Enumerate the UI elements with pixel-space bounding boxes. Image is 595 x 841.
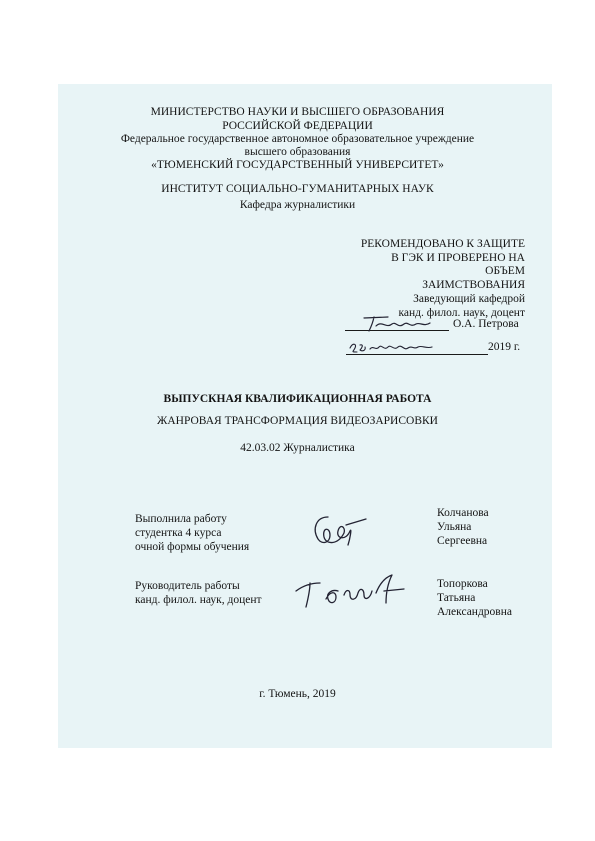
supervisor-signature bbox=[292, 569, 410, 615]
work-type: ВЫПУСКНАЯ КВАЛИФИКАЦИОННАЯ РАБОТА bbox=[163, 393, 432, 405]
ministry-line-2: РОССИЙСКОЙ ФЕДЕРАЦИИ bbox=[222, 120, 373, 132]
work-topic: ЖАНРОВАЯ ТРАНСФОРМАЦИЯ ВИДЕОЗАРИСОВКИ bbox=[157, 415, 438, 427]
student-role-line-2: студентка 4 курса bbox=[135, 527, 222, 539]
university-name: «ТЮМЕНСКИЙ ГОСУДАРСТВЕННЫЙ УНИВЕРСИТЕТ» bbox=[151, 159, 444, 171]
head-title: Заведующий кафедрой bbox=[413, 293, 525, 305]
head-name: О.А. Петрова bbox=[453, 318, 519, 330]
supervisor-name: Татьяна bbox=[437, 592, 476, 604]
student-signature bbox=[306, 511, 372, 553]
institute-name: ИНСТИТУТ СОЦИАЛЬНО-ГУМАНИТАРНЫХ НАУК bbox=[161, 183, 434, 195]
approval-line-4: ЗАИМСТВОВАНИЯ bbox=[422, 279, 525, 291]
student-surname: Колчанова bbox=[437, 507, 489, 519]
ministry-line-1: МИНИСТЕРСТВО НАУКИ И ВЫСШЕГО ОБРАЗОВАНИЯ bbox=[150, 106, 445, 118]
institution-line-2: высшего образования bbox=[244, 146, 351, 158]
student-role-line-3: очной формы обучения bbox=[135, 541, 250, 553]
specialty-code: 42.03.02 Журналистика bbox=[240, 442, 355, 454]
institution-line-1: Федеральное государственное автономное образовательное учреждение bbox=[120, 133, 475, 145]
student-name: Ульяна bbox=[437, 521, 472, 533]
supervisor-surname: Топоркова bbox=[437, 578, 488, 590]
approval-line-2: В ГЭК И ПРОВЕРЕНО НА bbox=[391, 252, 525, 264]
city-year: г. Тюмень, 2019 bbox=[259, 688, 336, 700]
approval-year: 2019 г. bbox=[488, 341, 521, 353]
head-signature bbox=[360, 312, 440, 334]
head-degree: канд. филол. наук, доцент bbox=[398, 307, 525, 319]
student-patronymic: Сергеевна bbox=[437, 535, 488, 547]
supervisor-role-line-1: Руководитель работы bbox=[135, 580, 240, 592]
approval-line-3: ОБЪЕМ bbox=[485, 265, 525, 277]
handwritten-date bbox=[348, 336, 438, 356]
supervisor-patronymic: Александровна bbox=[437, 606, 512, 618]
approval-line-1: РЕКОМЕНДОВАНО К ЗАЩИТЕ bbox=[360, 238, 525, 250]
department-name: Кафедра журналистики bbox=[239, 199, 356, 211]
supervisor-role-line-2: канд. филол. наук, доцент bbox=[135, 594, 262, 606]
student-role-line-1: Выполнила работу bbox=[135, 513, 227, 525]
